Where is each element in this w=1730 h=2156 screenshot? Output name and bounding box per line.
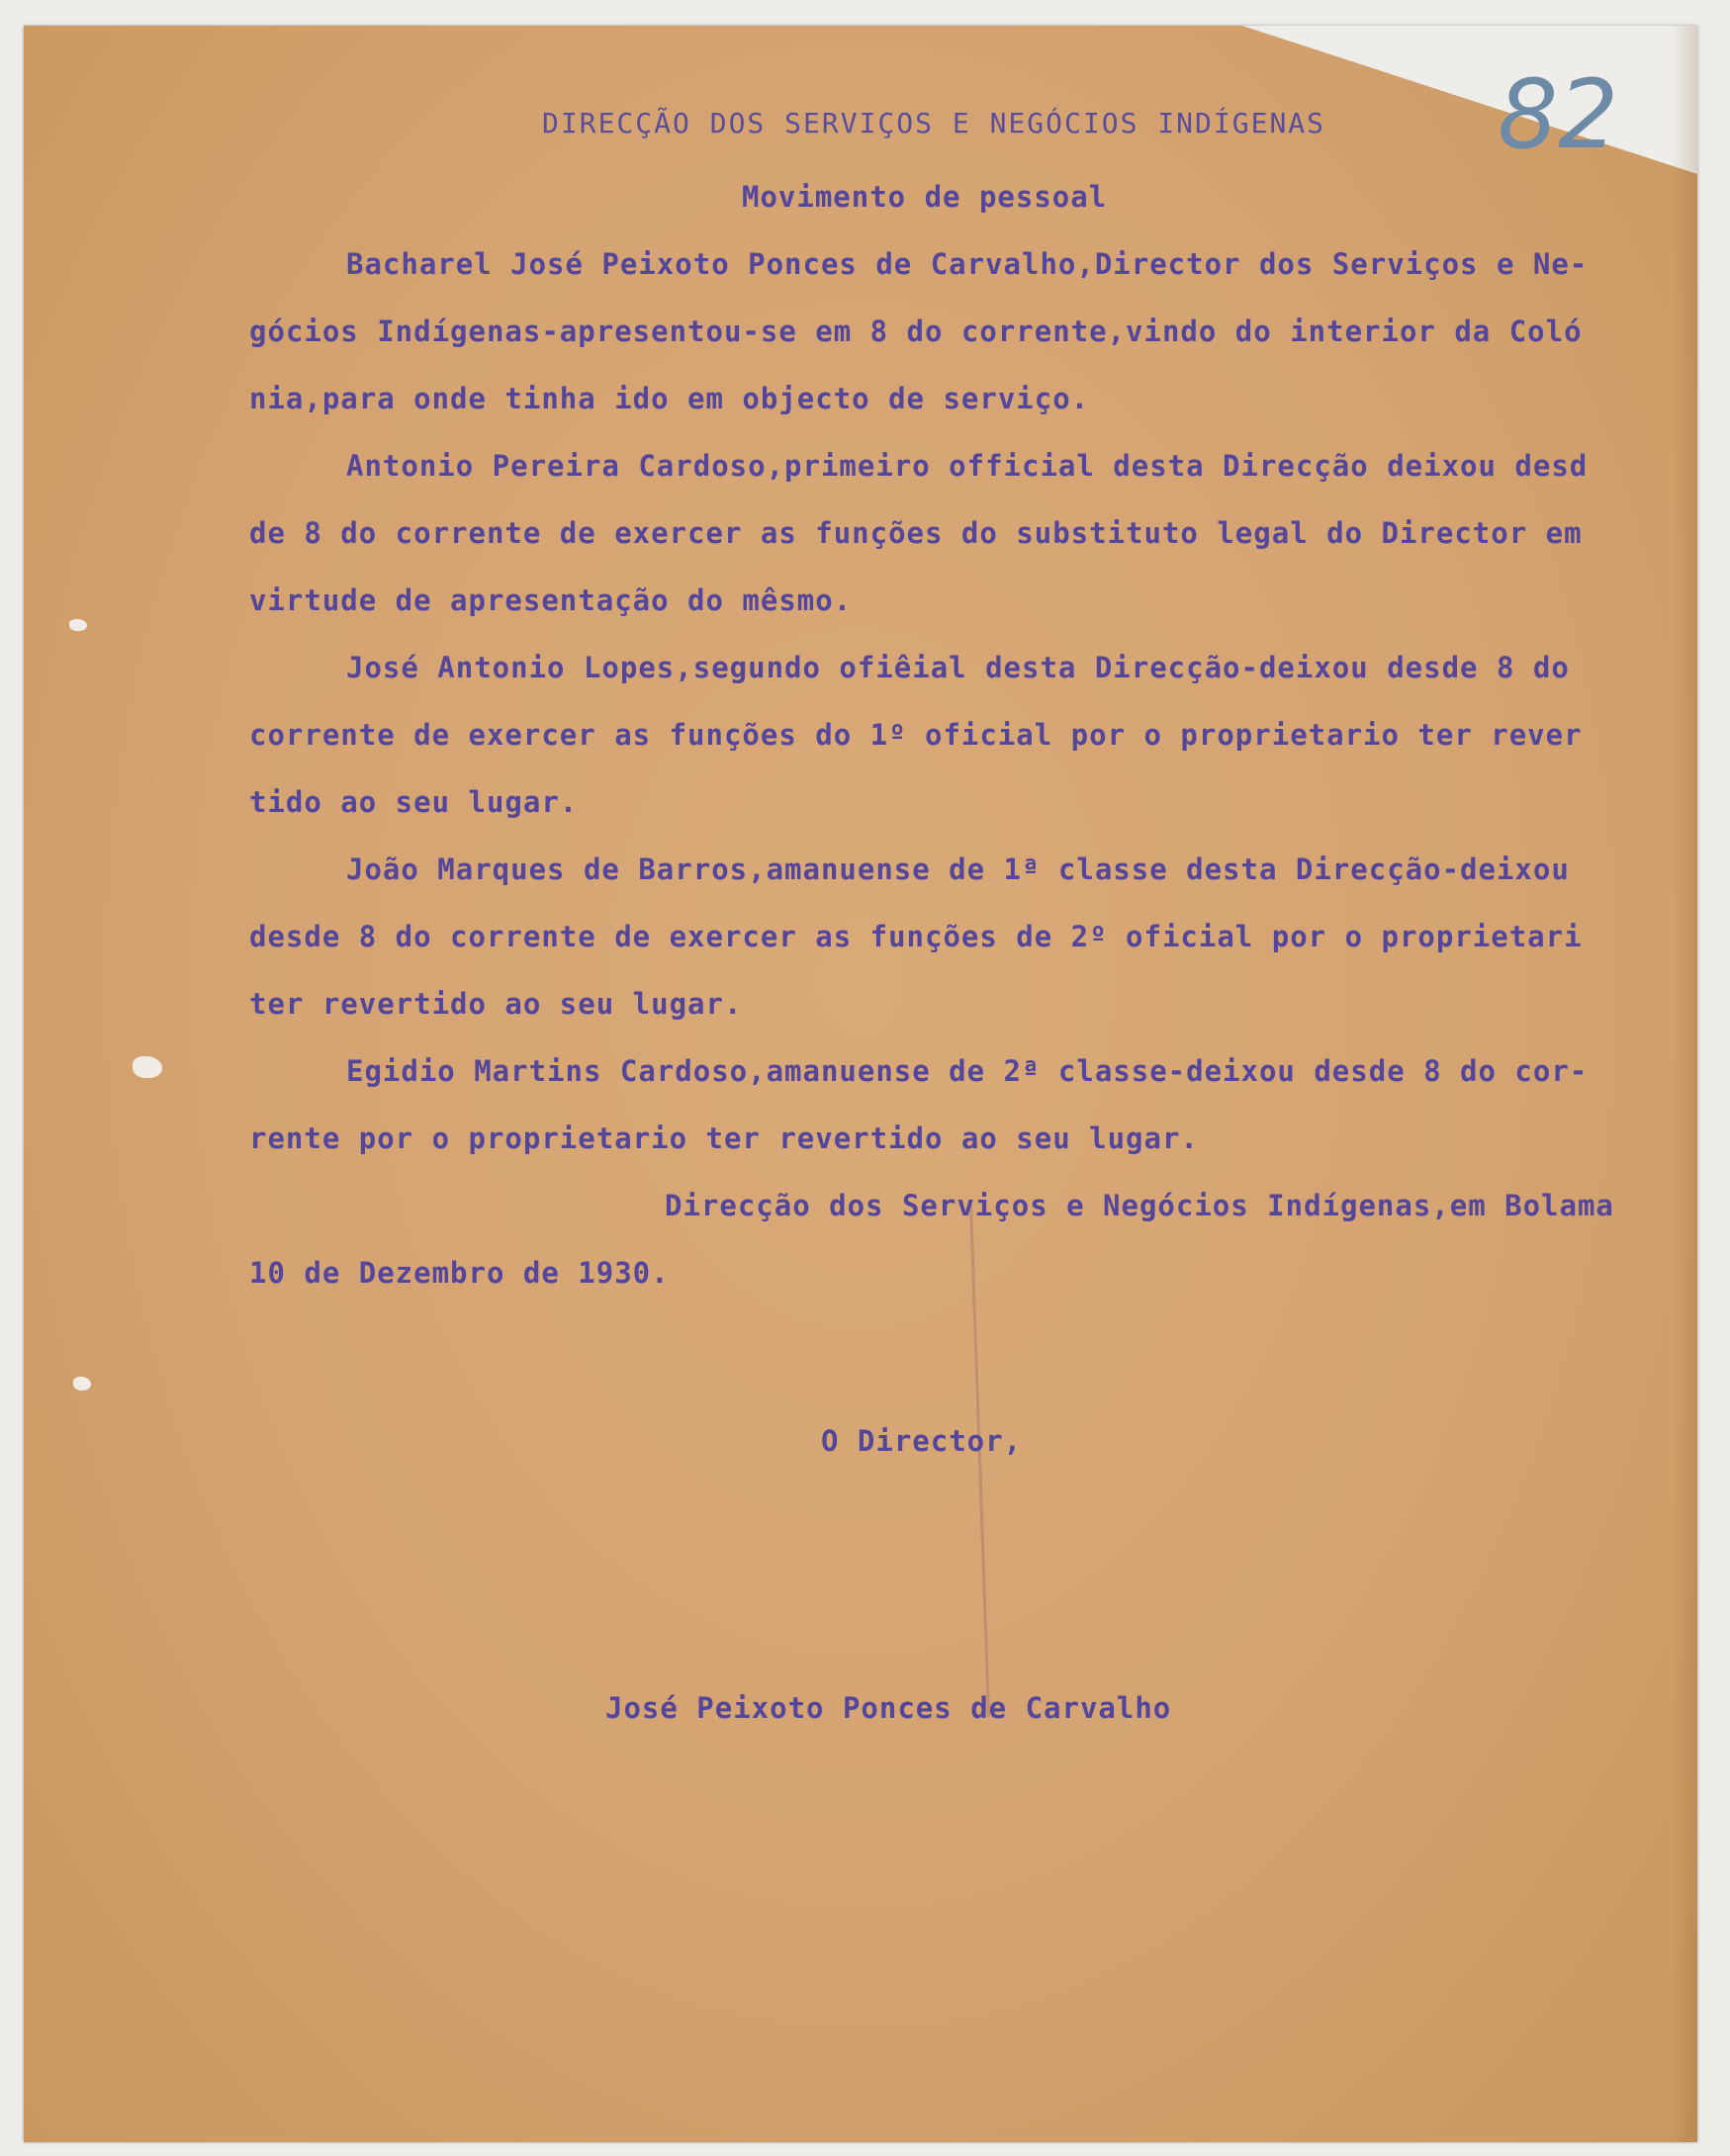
svg-text:82: 82 <box>1498 59 1619 170</box>
text-line: João Marques de Barros,amanuense de 1ª classe desta Direcção-deixou <box>346 853 1570 886</box>
signature-name: José Peixoto Ponces de Carvalho <box>605 1691 1172 1725</box>
document-page <box>24 26 1697 2142</box>
punch-hole <box>73 1377 91 1391</box>
text-line: tido ao seu lugar. <box>249 785 579 819</box>
text-line: ter revertido ao seu lugar. <box>249 987 743 1021</box>
page-crease <box>969 1203 990 1717</box>
text-line: Antonio Pereira Cardoso,primeiro official desta Direcção deixou desd <box>346 449 1589 483</box>
document-subheading: Movimento de pessoal <box>742 180 1108 214</box>
text-line: nia,para onde tinha ido em objecto de serviço. <box>249 382 1090 415</box>
text-line: Egidio Martins Cardoso,amanuense de 2ª classe-deixou desde 8 do cor- <box>346 1054 1589 1088</box>
document-heading: DIRECÇÃO DOS SERVIÇOS E NEGÓCIOS INDÍGENAS <box>542 107 1326 139</box>
text-line: corrente de exercer as funções do 1º oficial por o proprietario ter rever <box>249 718 1583 752</box>
folio-number <box>1478 53 1676 172</box>
closing: O Director, <box>821 1424 1023 1458</box>
text-line: Bacharel José Peixoto Ponces de Carvalho,Director dos Serviços e Ne- <box>346 247 1589 281</box>
punch-hole <box>69 619 87 631</box>
text-line: gócios Indígenas-apresentou-se em 8 do corrente,vindo do interior da Coló <box>249 314 1583 348</box>
place-line: Direcção dos Serviços e Negócios Indígenas,em Bolama <box>665 1189 1614 1222</box>
text-line: de 8 do corrente de exercer as funções do substituto legal do Director em <box>249 516 1583 550</box>
text-line: rente por o proprietario ter revertido ao seu lugar. <box>249 1122 1199 1155</box>
text-line: desde 8 do corrente de exercer as funções de 2º oficial por o proprietari <box>249 920 1583 953</box>
text-line: José Antonio Lopes,segundo ofiêial desta Direcção-deixou desde 8 do <box>346 651 1570 684</box>
page-edge-shadow <box>1672 26 1697 2142</box>
punch-hole <box>133 1056 162 1078</box>
date-line: 10 de Dezembro de 1930. <box>249 1256 670 1290</box>
text-line: virtude de apresentação do mêsmo. <box>249 584 853 617</box>
